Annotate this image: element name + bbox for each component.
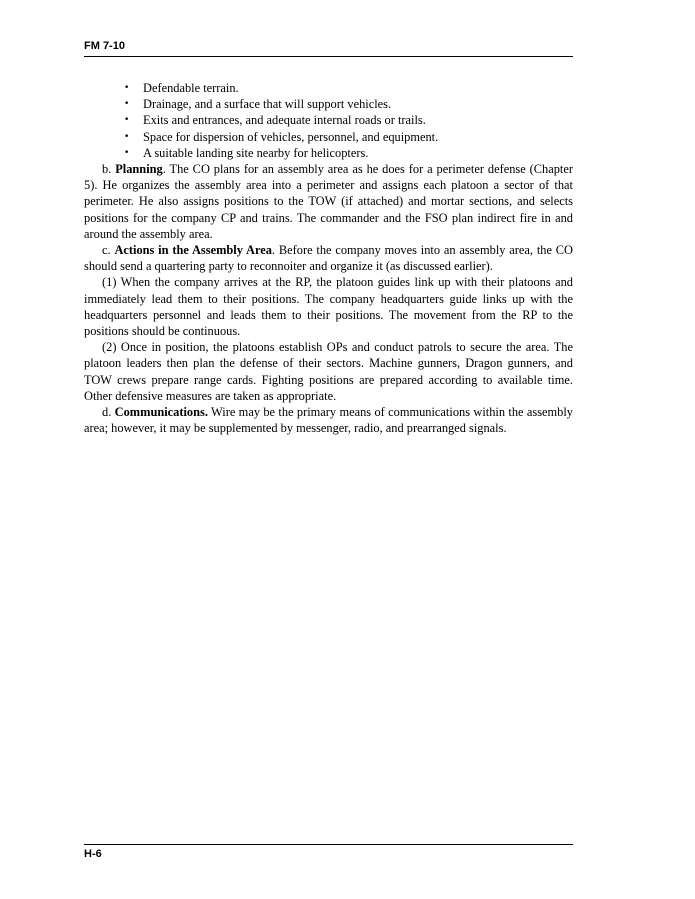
- paragraph-planning: [84, 161, 573, 242]
- bullet-list: [84, 80, 573, 161]
- footer-rule: [84, 844, 573, 845]
- paragraph-heading: Communications.: [114, 405, 208, 420]
- paragraph-text: . Before the company moves into an assembly area, the CO should send a quartering party to reconnoiter and organize it (as discussed earlier).: [84, 243, 573, 274]
- bullet-item: • Space for dispersion of vehicles, personnel, and equipment.: [84, 129, 573, 145]
- page-number: H-6: [84, 848, 102, 860]
- bullet-item: • Defendable terrain.: [84, 80, 573, 96]
- bullet-item: • Exits and entrances, and adequate internal roads or trails.: [84, 112, 573, 128]
- paragraph-communications: [84, 404, 573, 436]
- paragraph-text: Wire may be the primary means of communications within the assembly area; however, it may be supplemented by messenger, radio, and prearranged signals.: [84, 405, 573, 436]
- header-manual-id: FM 7-10: [84, 40, 125, 52]
- paragraph-heading: Actions in the Assembly Area: [114, 243, 272, 258]
- subparagraph-1: (1) When the company arrives at the RP, the platoon guides link up with their platoons and immediately lead them to their positions. The company headquarters guide links up with the headquarters personnel and leads them to their positions. The movement from the RP to the positions should be continuous.: [84, 275, 573, 339]
- paragraph-prefix: d.: [102, 405, 112, 420]
- subparagraph-2: (2) Once in position, the platoons establish OPs and conduct patrols to secure the area. The platoon leaders then plan the defense of their sectors. Machine gunners, Dragon gunners, and TOW crews prepare range cards. Fighting positions are prepared according to available time. Other defensive measures are taken as appropriate.: [84, 340, 573, 403]
- paragraph-heading: Planning: [115, 162, 163, 177]
- paragraph-prefix: c.: [102, 243, 111, 258]
- paragraph-text: . The CO plans for an assembly area as he does for a perimeter defense (Chapter 5). He organizes the assembly area into a perimeter and assigns each platoon a sector of that perimeter. He also assigns positions to the TOW (if attached) and mortar sections, and selects positions for the company CP and trains. The commander and the FSO plan indirect fire in and around the assembly area.: [84, 162, 573, 241]
- paragraph-prefix: b.: [102, 162, 112, 177]
- body-text: [84, 80, 573, 436]
- header-rule: [84, 56, 573, 57]
- paragraph-actions: [84, 242, 573, 274]
- bullet-item: • A suitable landing site nearby for helicopters.: [84, 145, 573, 161]
- bullet-item: • Drainage, and a surface that will support vehicles.: [84, 96, 573, 112]
